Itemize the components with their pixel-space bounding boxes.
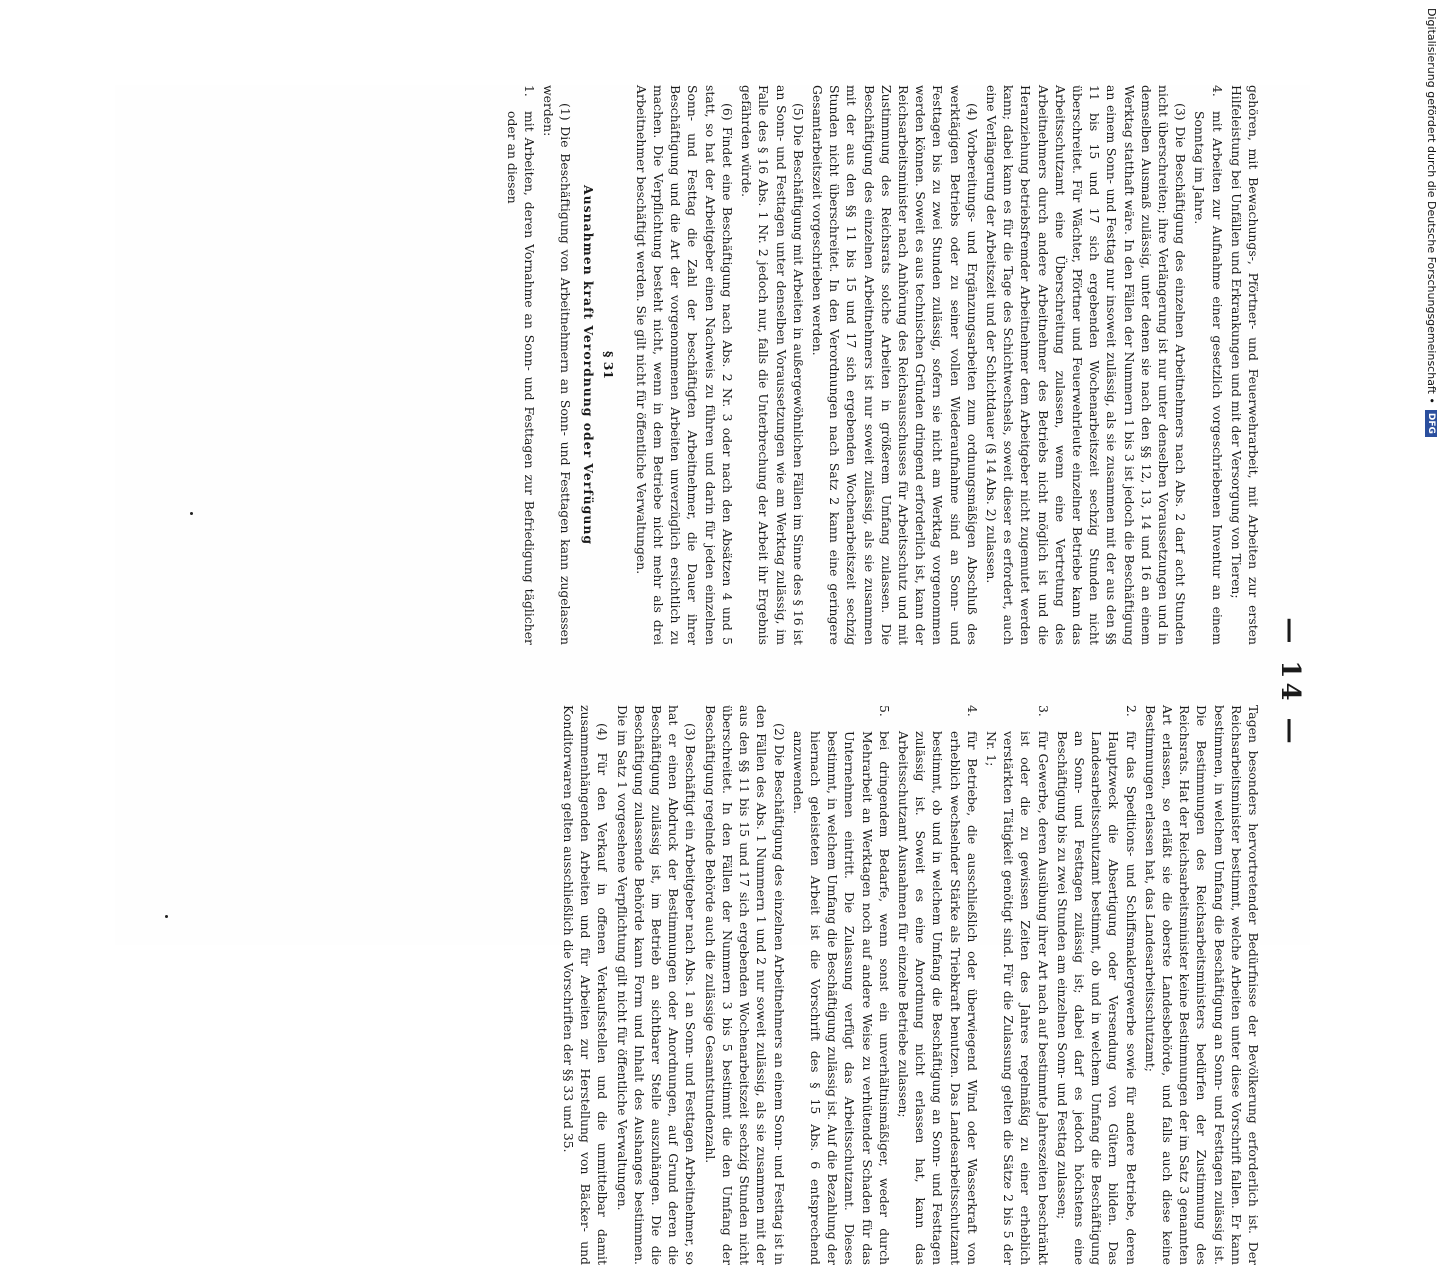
paragraph-3: (3) Die Beschäftigung des einzelnen Arbeitnehmers nach Abs. 2 darf acht Stunden nicht überschreiten; ihre Verlängerung ist nur unter denselben Voraussetzungen und in demselben Ausmaß zulässig, unter denen sie nach den §§ 12, 13, 14 und 16 an einem Werktag statthaft wäre. In den Fällen der Nummern 1 bis 3 ist jedoch die Beschäftigung an einem Sonn- und Festtag nur insoweit zulässig, als sie zusammen mit der aus den §§ 11 bis 15 und 17 sich ergebenden Wochenarbeitszeit sechzig Stunden nicht überschreitet. Für Wächter, Pförtner und Feuerwehrleute einzelner Betriebe kann das Arbeitsschutzamt eine Überschreitung zulassen, wenn eine Vertretung des Arbeitnehmers durch andere Arbeitnehmer des Betriebs nicht möglich ist und die Heranziehung betriebsfremder Arbeitnehmer dem Arbeitgeber nicht zugemutet werden kann; dabei kann es für die Tage des Schichtwechsels, soweit dieser es erfordert, auch eine Verlängerung der Arbeitszeit und der Schichtdauer (§ 14 Abs. 2) zulassen. xyxy=(983,85,1189,645)
paragraph-continuation: Tagen besonders hervortretender Bedürfnisse der Bevölkerung erforderlich ist. Der Reichsarbeitsminister bestimmt, welche Arbeiten unter diese Vorschrift fallen. Er kann bestimmen, in welchem Umfang die Beschäftigung an Sonn- und Festtagen zulässig ist. Die Bestimmungen des Reichsarbeitsministers bedürfen der Zustimmung des Reichsrats. Hat der Reichsarbeitsminister keine Bestimmungen der im Satz 3 genannten Art erlassen, so erläßt sie die oberste Landesbehörde, und falls auch diese keine Bestimmungen erlassen hat, das Landesarbeitsschutzamt; xyxy=(1142,705,1261,1265)
paragraph-4: (4) Für den Verkauf in offenen Verkaufsstellen und die unmittelbar damit zusammenhängenden Arbeiten und für Arbeiten zur Herstellung von Bäcker- und Konditorwaren gelten ausschließlich die Vorschriften der §§ 33 und 35. xyxy=(561,705,611,1265)
list-item-2 xyxy=(1054,705,1140,1265)
item-number: 1. xyxy=(521,85,537,97)
paragraph-4: (4) Vorbereitungs- und Ergänzungsarbeiten zum ordnungsmäßigen Abschluß des werktägigen Betriebs oder zu seiner vollen Wiederaufnahme sind an Sonn- und Festtagen bis zu zwei Stunden zulässig, sofern sie nicht am Werktag vorgenommen werden können. Soweit es aus technischen Gründen dringend erforderlich ist, kann der Reichsarbeitsminister nach Anhörung des Reichsausschusses für Arbeitsschutz und mit Zustimmung des Reichsrats solche Arbeiten in größerem Umfang zulassen. Die Beschäftigung des einzelnen Arbeitnehmers ist nur soweit zulässig, als sie zusammen mit der aus den §§ 11 bis 15 und 17 sich ergebenden Wochenarbeitszeit sechzig Stunden nicht überschreitet. In den Verordnungen nach Satz 2 kann eine geringere Gesamtarbeitszeit vorgeschrieben werden. xyxy=(809,85,980,645)
item-text: mit Arbeiten zur Aufnahme einer gesetzlich vorgeschriebenen Inventur an einem Sonntag im Jahre. xyxy=(1192,111,1225,645)
digitization-credit xyxy=(1418,8,1438,998)
page-number: — 14 — xyxy=(1275,617,1305,748)
section-number: § 31 xyxy=(600,350,616,380)
item-text: für das Speditions- und Schiffsmaklergewerbe sowie für andere Betriebe, deren Hauptzweck die Absertigung oder Versendung von Gütern bilden. Das Landesarbeitsschutzamt bestimmt, ob und in welchem Umfang die Beschäftigung an Sonn- und Festtagen zulässig ist; dabei darf es jedoch höchstens eine Beschäftigung bis zu zwei Stunden am einzelnen Sonn- und Festtag zulassen; xyxy=(1054,731,1139,1265)
right-text-column xyxy=(558,705,1262,1265)
paragraph-3: (3) Beschäftigt ein Arbeitgeber nach Abs. 1 an Sonn- und Festtagen Arbeitnehmer, so hat er einen Abdruck der Bestimmungen oder Anordnungen, auf Grund deren die Beschäftigung zulässig ist, im Betrieb an sichtbarer Stelle auszuhängen. Die die Beschäftigung zulassende Behörde kann Form und Inhalt des Aushanges bestimmen. Die im Satz 1 vorgesehene Verpflichtung gilt nicht für öffentliche Verwaltungen. xyxy=(614,705,699,1265)
item-number: 5. xyxy=(876,705,892,717)
scanned-page xyxy=(115,85,1310,1265)
dfg-logo: DFG xyxy=(1426,410,1438,437)
margin-mark xyxy=(165,915,168,918)
item-number: 3. xyxy=(1035,705,1051,717)
section-heading: Ausnahmen kraft Verordnung oder Verfügung xyxy=(581,184,597,546)
paragraph-6: (6) Findet eine Beschäftigung nach Abs. 2 Nr. 3 oder nach den Absätzen 4 und 5 statt, so hat der Arbeitgeber einen Nachweis zu führen und darin für jeden einzelnen Sonn- und Festtag die Zahl der beschäftigten Arbeitnehmer, die Dauer ihrer Beschäftigung und die Art der vorgenommenen Arbeiten unverzüglich ersichtlich zu machen. Die Verpflichtung besteht nicht, wenn in dem Betriebe nicht mehr als drei Arbeitnehmer beschäftigt werden. Sie gilt nicht für öffentliche Verwaltungen. xyxy=(633,85,735,645)
item-number: 4. xyxy=(1209,85,1225,97)
credit-text: Digitalisierung gefördert durch die Deutsche Forschungsgemeinschaft • xyxy=(1425,8,1438,404)
item-text: mit Arbeiten, deren Vornahme an Sonn- und Festtagen zur Befriedigung täglicher oder an diesen xyxy=(504,111,537,645)
paragraph-2: (2) Die Beschäftigung des einzelnen Arbeitnehmers an einem Sonn- und Festtag ist in den Fällen des Abs. 1 Nummern 1 und 2 nur soweit zulässig, als sie zusammen mit der aus den §§ 11 bis 15 und 17 sich ergebenden Wochenarbeitszeit sechzig Stunden nicht überschreitet. In den Fällen der Nummern 3 bis 5 bestimmt die den Umfang der Beschäftigung regelnde Behörde auch die zulässige Gesamtstundenzahl. xyxy=(702,705,787,1265)
item-number: 2. xyxy=(1123,705,1139,717)
paragraph-intro: gehören, mit Bewachungs-, Pförtner- und Feuerwehrarbeit, mit Arbeiten zur ersten Hilfeleistung bei Unfällen und Erkrankungen und mit der Versorgung von Tieren; xyxy=(1228,85,1261,645)
paragraph-5: (5) Die Beschäftigung mit Arbeiten in außergewöhnlichen Fällen im Sinne des § 16 ist an Sonn- und Festtagen unter denselben Voraussetzungen wie am Werktag zulässig, im Falle des § 16 Abs. 1 Nr. 2 jedoch nur, falls die Unterbrechung der Arbeit ihr Ergebnis gefährden würde. xyxy=(739,85,806,645)
left-text-column xyxy=(501,85,1262,645)
list-item-5 xyxy=(790,705,893,1265)
list-item-1 xyxy=(503,85,537,645)
list-item-4 xyxy=(895,705,981,1265)
item-text: für Gewerbe, deren Ausübung ihrer Art nach auf bestimmte Jahreszeiten beschränkt ist oder die zu gewissen Zeiten des Jahres regelmäßig zu einer erheblich verstärkten Tätigkeit genötigt sind. Für die Zulassung gelten die Sätze 2 bis 5 der Nr. 1; xyxy=(983,731,1051,1265)
section-31-paragraph-1: (1) Die Beschäftigung von Arbeitnehmern an Sonn- und Festtagen kann zugelassen werden: xyxy=(541,85,574,645)
item-text: für Betriebe, die ausschließlich oder überwiegend Wind oder Wasserkraft von erheblich wechselnder Stärke als Triebkraft benutzen. Das Landesarbeitsschutzamt bestimmt, ob und in welchem Umfang die Beschäftigung an Sonn- und Festtagen zulässig ist. Soweit es eine Anordnung nicht erlassen hat, kann das Arbeitsschutzamt Ausnahmen für einzelne Betriebe zulassen; xyxy=(895,731,980,1265)
item-text: bei dringendem Bedarfe, wenn sonst ein unverhältnismäßiger, weder durch Mehrarbeit an Werktagen noch auf andere Weise zu verhütender Schaden für das Unternehmen eintritt. Die Zulassung verfügt das Arbeitsschutzamt. Dieses bestimmt, in welchem Umfang die Beschäftigung zulässig ist. Auf die Bezahlung der hiernach geleisteten Arbeit ist die Vorschrift des § 15 Abs. 6 entsprechend anzuwenden. xyxy=(790,731,892,1265)
margin-mark xyxy=(190,512,193,515)
list-item-4 xyxy=(1191,85,1225,645)
list-item-3 xyxy=(983,705,1052,1265)
item-number: 4. xyxy=(964,705,980,717)
